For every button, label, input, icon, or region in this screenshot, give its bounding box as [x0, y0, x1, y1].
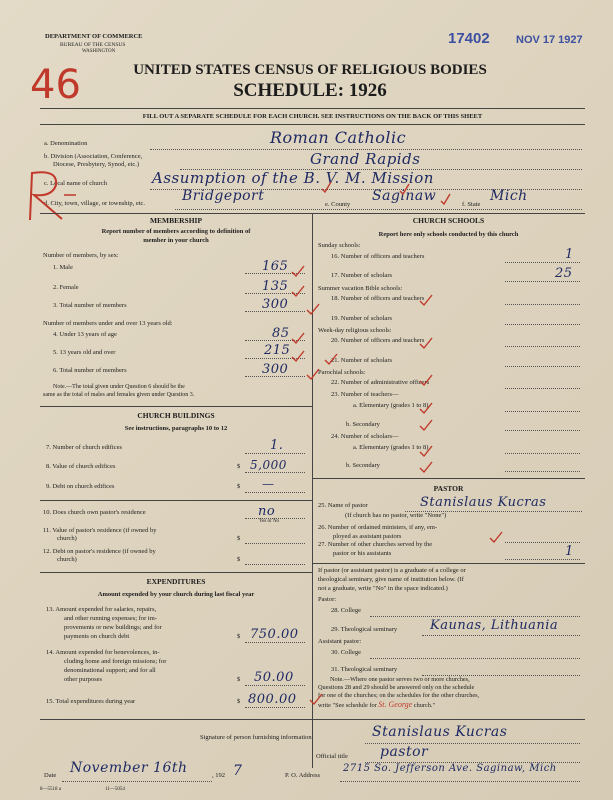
q24-label: 24. Number of scholars— — [331, 433, 399, 440]
local-name-value: Assumption of the B. V. M. Mission — [152, 169, 434, 187]
pastor-note-4-suffix: church." — [413, 702, 436, 709]
q11-label-2: church) — [57, 535, 77, 542]
q7-label: 7. Number of church edifices — [46, 444, 122, 451]
q12-label-2: church) — [57, 556, 77, 563]
pastor-note-4-fill: St. George — [378, 700, 413, 709]
q25-value: Stanislaus Kucras — [420, 495, 547, 510]
q2-value: 135 — [262, 279, 289, 294]
membership-note-2: same as the total of males and females given under Question 3. — [43, 392, 195, 398]
q23a-label: a. Elementary (grades 1 to 8) — [353, 402, 429, 409]
year-value: 7 — [233, 763, 243, 779]
q19-label: 19. Number of scholars — [331, 315, 393, 322]
weekday-label: Week-day religious schools: — [318, 327, 392, 334]
q29-value: Kaunas, Lithuania — [430, 618, 559, 633]
pastor-note-1: Note.—Where one pastor serves two or more churches, — [330, 676, 470, 683]
county-label: e. County — [325, 201, 351, 208]
q10-label: 10. Does church own pastor's residence — [43, 509, 146, 516]
membership-title: MEMBERSHIP — [149, 216, 203, 225]
by-sex-label: Number of members, by sex: — [43, 252, 119, 259]
q11-dollar: $ — [237, 535, 241, 542]
buildings-title: CHURCH BUILDINGS — [137, 411, 215, 420]
q5-value: 215 — [264, 343, 291, 358]
instruction-line: FILL OUT A SEPARATE SCHEDULE FOR EACH CHURCH. SEE INSTRUCTIONS ON THE BACK OF THIS SHEET — [142, 113, 483, 120]
q3-value: 300 — [262, 297, 289, 312]
q2-label: 2. Female — [53, 284, 79, 291]
q3-label: 3. Total number of members — [53, 302, 127, 309]
q18-label: 18. Number of officers and teachers — [331, 295, 425, 302]
official-title-value: pastor — [380, 744, 429, 760]
assistant-pastor-label: Assistant pastor: — [318, 638, 362, 645]
q27-value: 1 — [565, 544, 574, 559]
form-subtitle: SCHEDULE: 1926 — [233, 80, 387, 101]
date-value: November 16th — [70, 760, 188, 776]
form-number: 8—5518 a — [40, 787, 61, 792]
grad-text-2: theological seminary, give name of institution below. (If — [318, 576, 464, 583]
pastor-sub-label: Pastor: — [318, 596, 337, 603]
q17-value: 25 — [555, 266, 573, 281]
q31-label: 31. Theological seminary — [331, 666, 398, 673]
bureau-label: BUREAU OF THE CENSUS — [60, 42, 126, 48]
state-label: f. State — [462, 201, 481, 208]
q5-label: 5. 13 years old and over — [53, 349, 116, 356]
q28-label: 28. College — [331, 607, 361, 614]
form-title: UNITED STATES CENSUS OF RELIGIOUS BODIES — [133, 62, 487, 78]
date-label: Date — [44, 772, 57, 779]
q17-label: 17. Number of scholars — [331, 272, 393, 279]
q23-label: 23. Number of teachers— — [331, 391, 399, 398]
membership-intro-1: Report number of members according to definition of — [101, 228, 251, 235]
q8-label: 8. Value of church edifices — [46, 463, 116, 470]
q13-label-1: 13. Amount expended for salaries, repairs, — [46, 606, 157, 613]
pastor-note-2: Questions 28 and 29 should be answered only on the schedule — [318, 684, 475, 691]
q23b-label: b. Secondary — [346, 421, 380, 428]
schools-title: CHURCH SCHOOLS — [412, 216, 485, 225]
q8-dollar: $ — [237, 463, 241, 470]
membership-note-1: Note.—The total given under Question 6 should be the — [53, 384, 185, 390]
stamp-date: NOV 17 1927 — [516, 34, 583, 46]
q1-label: 1. Male — [53, 264, 73, 271]
q14-label-1: 14. Amount expended for benevolences, in- — [46, 649, 160, 656]
q7-value: 1. — [270, 438, 284, 453]
pastor-title: PASTOR — [433, 484, 464, 493]
q30-label: 30. College — [331, 649, 361, 656]
pastor-note-3: for one of the churches; on the schedules for the other churches, — [318, 692, 480, 699]
q15-value: 800.00 — [248, 692, 297, 707]
q4-value: 85 — [272, 326, 290, 341]
grad-text-3: not a graduate, write "No" in the space indicated.) — [318, 585, 448, 592]
division-label-1: b. Division (Association, Conference, — [44, 153, 143, 160]
sunday-label: Sunday schools: — [318, 242, 361, 249]
q25-label: 25. Name of pastor — [318, 502, 368, 509]
state-value: Mich — [490, 188, 528, 204]
q9-value: — — [262, 477, 275, 491]
q27-label-1: 27. Number of other churches served by the — [318, 541, 433, 548]
q20-label: 20. Number of officers and teachers — [331, 337, 425, 344]
q12-label-1: 12. Debt on pastor's residence (if owned by — [43, 548, 156, 555]
q13-label-3: provements or new buildings; and for — [64, 624, 162, 631]
q25-hint: (If church has no pastor, write "None") — [345, 512, 447, 519]
q14-dollar: $ — [237, 676, 241, 683]
q13-label-4: payments on church debt — [64, 633, 130, 640]
city-value: Bridgeport — [182, 188, 265, 204]
expenditures-intro: Amount expended by your church during last fiscal year — [97, 591, 255, 598]
summer-label: Summer vacation Bible schools: — [318, 285, 403, 292]
q13-value: 750.00 — [250, 627, 299, 642]
q6-label: 6. Total number of members — [53, 367, 127, 374]
q10-hint: Yes or No — [259, 519, 280, 524]
age-label: Number of members under and over 13 years old: — [43, 320, 173, 327]
q13-label-2: and other running expenses; for im- — [64, 615, 157, 622]
pastor-note-4-prefix: write "See schedule for — [318, 702, 377, 709]
q14-label-4: other purposes — [64, 676, 103, 683]
q11-label-1: 11. Value of pastor's residence (if owned by — [43, 527, 157, 534]
q15-label: 15. Total expenditures during year — [46, 698, 136, 705]
buildings-intro: See instructions, paragraphs 10 to 12 — [124, 425, 228, 432]
q16-label: 16. Number of officers and teachers — [331, 253, 425, 260]
stamp-number: 17402 — [448, 30, 490, 47]
address-label: P. O. Address — [285, 772, 321, 779]
division-value: Grand Rapids — [310, 150, 421, 168]
q10-value: no — [258, 504, 276, 519]
schools-intro: Report here only schools conducted by this church — [378, 231, 519, 238]
department-label: DEPARTMENT OF COMMERCE — [45, 33, 143, 40]
signature-value: Stanislaus Kucras — [372, 724, 508, 740]
q26-label-1: 26. Number of ordained ministers, if any, em- — [318, 524, 438, 531]
city-label: d. City, town, village, or township, etc. — [44, 200, 146, 207]
denomination-label: a. Denomination — [44, 140, 88, 147]
q9-label: 9. Debt on church edifices — [46, 483, 115, 490]
q24b-label: b. Secondary — [346, 462, 380, 469]
q9-dollar: $ — [237, 483, 241, 490]
denomination-value: Roman Catholic — [270, 128, 407, 147]
year-prefix: , 192 — [212, 772, 225, 779]
local-name-label: c. Local name of church — [44, 180, 107, 187]
expenditures-title: EXPENDITURES — [146, 577, 206, 586]
q8-value: 5,000 — [250, 458, 287, 472]
q15-dollar: $ — [237, 698, 241, 705]
grad-text-1: If pastor (or assistant pastor) is a graduate of a college or — [318, 567, 466, 574]
q16-value: 1 — [565, 247, 574, 262]
county-value: Saginaw — [372, 188, 437, 204]
parochial-label: Parochial schools: — [318, 369, 366, 376]
membership-intro-2: member in your church — [143, 237, 209, 244]
q12-dollar: $ — [237, 556, 241, 563]
q24a-label: a. Elementary (grades 1 to 8) — [353, 444, 429, 451]
q4-label: 4. Under 13 years of age — [53, 331, 117, 338]
q6-value: 300 — [262, 362, 289, 377]
q14-label-3: denominational support; and for all — [64, 667, 156, 674]
official-title-label: Official title — [316, 753, 348, 760]
q13-dollar: $ — [237, 633, 241, 640]
q29-label: 29. Theological seminary — [331, 626, 398, 633]
q22-label: 22. Number of administrative officers — [331, 379, 430, 386]
q1-value: 165 — [262, 259, 289, 274]
q21-label: 21. Number of scholars — [331, 357, 393, 364]
city-label: WASHINGTON — [82, 49, 116, 54]
division-label-2: Diocese, Presbytery, Synod, etc.) — [53, 161, 140, 168]
q27-label-2: pastor or his assistants — [333, 550, 392, 557]
q14-value: 50.00 — [254, 670, 294, 685]
signature-label: Signature of person furnishing information — [200, 734, 312, 741]
red-handwritten-number: 46 — [30, 62, 81, 108]
q26-label-2: ployed as assistant pastors — [333, 533, 402, 540]
q14-label-2: cluding home and foreign missions; for — [64, 658, 167, 665]
form-number-2: 11—5054 — [105, 787, 125, 792]
address-value: 2715 So. Jefferson Ave. Saginaw, Mich — [343, 763, 557, 774]
